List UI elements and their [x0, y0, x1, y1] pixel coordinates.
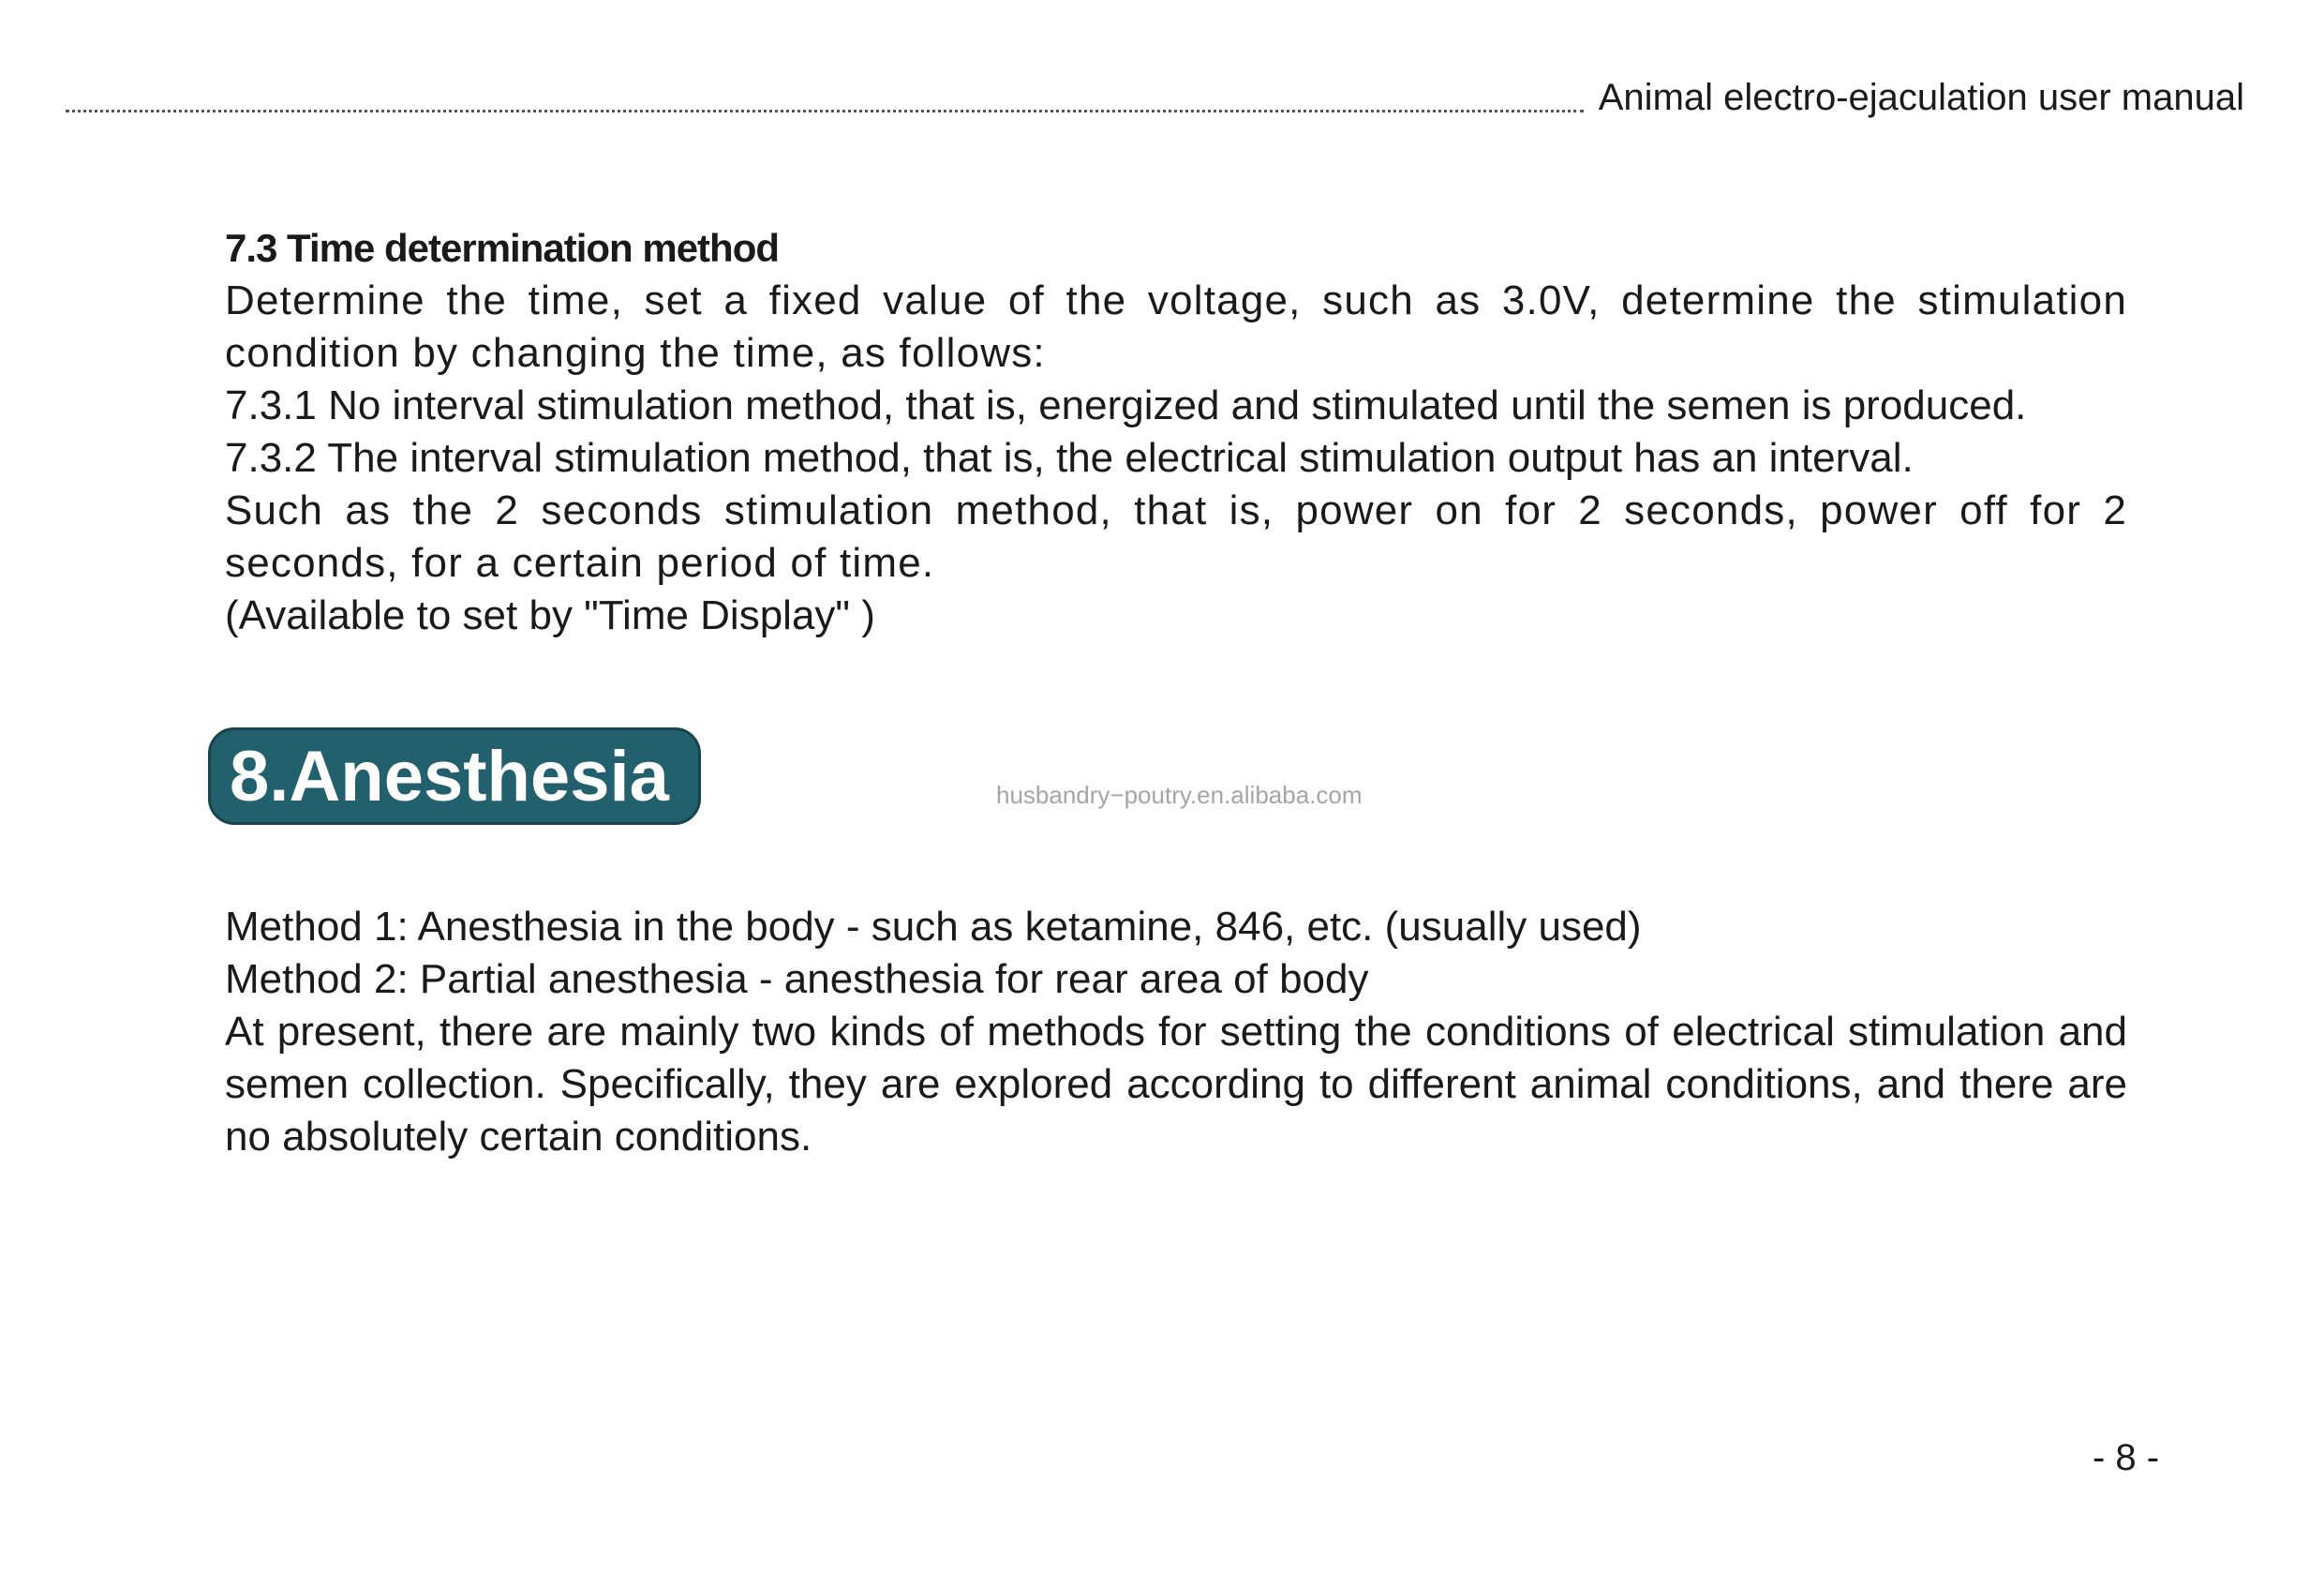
section-heading-7-3: 7.3 Time determination method [225, 226, 780, 270]
chapter-heading-badge [208, 727, 701, 825]
chapter-8-body [225, 901, 2127, 1163]
section-7-3-body [225, 275, 2127, 642]
header-title: Animal electro-ejaculation user manual [1598, 77, 2244, 118]
anesthesia-method-2: Method 2: Partial anesthesia - anesthesia for rear area of body [225, 956, 1369, 1002]
watermark: husbandry−poutry.en.alibaba.com [996, 781, 1363, 809]
chapter-title: 8.Anesthesia [230, 737, 669, 816]
method-item-7-3-1: 7.3.1 No interval stimulation method, that is, energized and stimulated until the semen is produced. [225, 382, 2027, 428]
section-intro-paragraph: Determine the time, set a fixed value of the voltage, such as 3.0V, determine the stimulation condition by changing the time, as follows: [225, 277, 2127, 376]
summary-paragraph: At present, there are mainly two kinds of methods for setting the conditions of electrical stimulation and semen collection. Specifically, they are explored according to different animal conditions, and there are no absolutely certain conditions. [225, 1009, 2127, 1160]
method-item-7-3-2: 7.3.2 The interval stimulation method, that is, the electrical stimulation output has an interval. [225, 435, 1914, 481]
example-paragraph: Such as the 2 seconds stimulation method, that is, power on for 2 seconds, power off for 2 seconds, for a certain period of time. [225, 487, 2127, 586]
time-display-note: (Available to set by "Time Display" ) [225, 592, 875, 638]
page-number: - 8 - [2093, 1437, 2160, 1478]
running-header [66, 75, 2244, 120]
header-dotted-leader [66, 110, 1584, 112]
anesthesia-method-1: Method 1: Anesthesia in the body - such as ketamine, 846, etc. (usually used) [225, 904, 1642, 950]
